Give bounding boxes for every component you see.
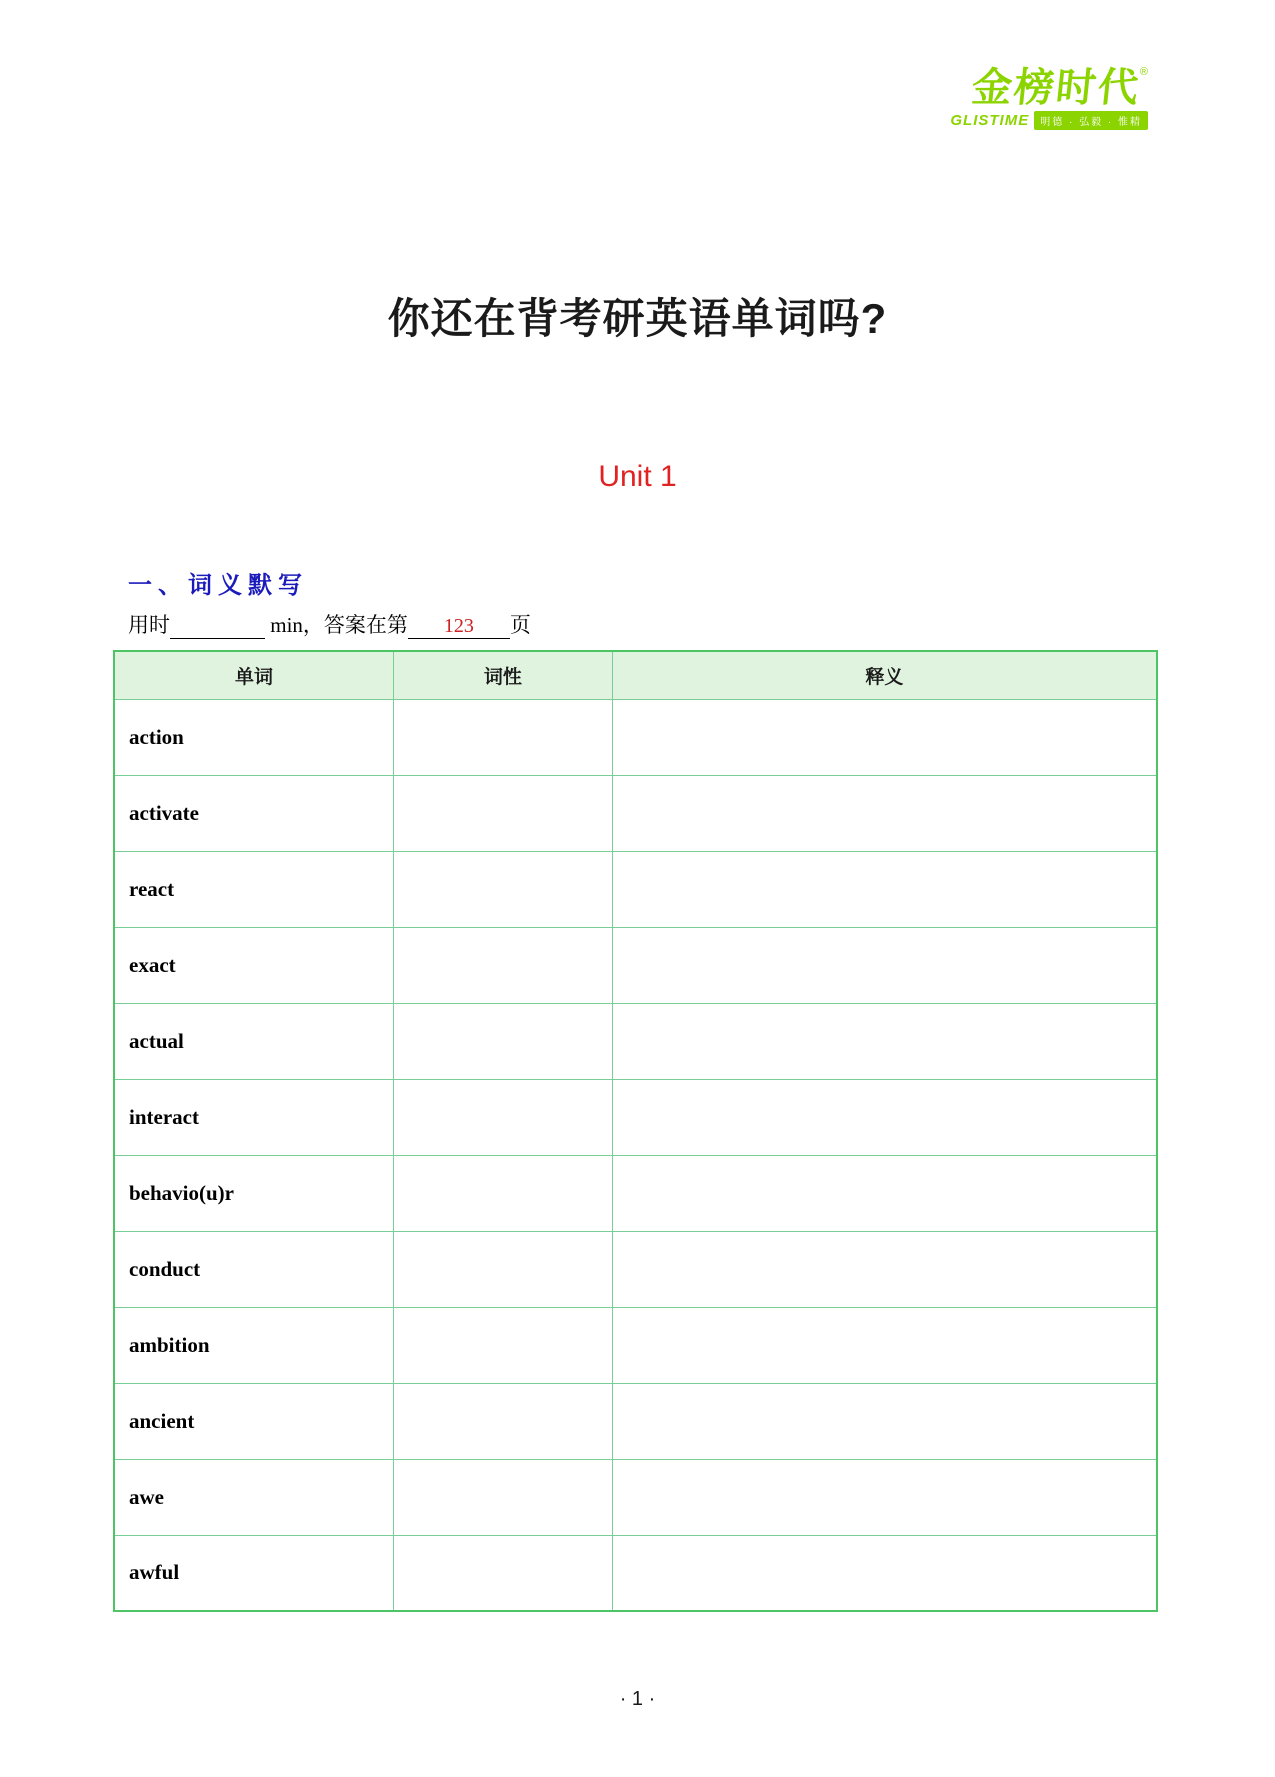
table-row bbox=[114, 1003, 1157, 1079]
section-heading: 一、词义默写 bbox=[128, 572, 308, 599]
brand-tagline: 明德 · 弘毅 · 惟精 bbox=[1034, 111, 1148, 130]
word-cell: ambition bbox=[114, 1307, 394, 1383]
answer-page-number: 123 bbox=[408, 615, 510, 639]
word-cell: interact bbox=[114, 1079, 394, 1155]
meaning-column-header: 释义 bbox=[612, 651, 1157, 699]
timer-line bbox=[128, 609, 531, 639]
table-row bbox=[114, 1459, 1157, 1535]
table-row bbox=[114, 699, 1157, 775]
pos-cell bbox=[394, 1231, 613, 1307]
pos-cell bbox=[394, 1459, 613, 1535]
table-row bbox=[114, 1155, 1157, 1231]
answer-page-suffix: 页 bbox=[509, 613, 531, 637]
pos-column-header: 词性 bbox=[394, 651, 613, 699]
meaning-cell bbox=[612, 775, 1157, 851]
meaning-cell bbox=[612, 1459, 1157, 1535]
time-blank-field bbox=[170, 615, 265, 639]
meaning-cell bbox=[612, 1535, 1157, 1611]
table-row bbox=[114, 927, 1157, 1003]
brand-latin-name: GLISTIME bbox=[950, 112, 1030, 129]
table-row bbox=[114, 1307, 1157, 1383]
pos-cell bbox=[394, 1003, 613, 1079]
meaning-cell bbox=[612, 1307, 1157, 1383]
pos-cell bbox=[394, 775, 613, 851]
table-row bbox=[114, 1231, 1157, 1307]
pos-cell bbox=[394, 1155, 613, 1231]
table-row bbox=[114, 851, 1157, 927]
meaning-cell bbox=[612, 1079, 1157, 1155]
table-row bbox=[114, 1079, 1157, 1155]
meaning-cell bbox=[612, 927, 1157, 1003]
word-cell: conduct bbox=[114, 1231, 394, 1307]
timer-label: 用时 bbox=[128, 613, 170, 637]
word-cell: exact bbox=[114, 927, 394, 1003]
word-cell: awe bbox=[114, 1459, 394, 1535]
word-cell: ancient bbox=[114, 1383, 394, 1459]
page-title: 你还在背考研英语单词吗? bbox=[387, 295, 888, 342]
table-row bbox=[114, 1535, 1157, 1611]
table-row bbox=[114, 1383, 1157, 1459]
word-cell: actual bbox=[114, 1003, 394, 1079]
timer-mid-label: min，答案在第 bbox=[270, 613, 408, 637]
word-cell: activate bbox=[114, 775, 394, 851]
meaning-cell bbox=[612, 1003, 1157, 1079]
registered-mark-icon: ® bbox=[1139, 66, 1148, 78]
pos-cell bbox=[394, 1383, 613, 1459]
brand-name: 金榜时代 bbox=[969, 65, 1143, 110]
word-column-header: 单词 bbox=[114, 651, 394, 699]
brand-logo bbox=[950, 66, 1148, 130]
meaning-cell bbox=[612, 1231, 1157, 1307]
pos-cell bbox=[394, 1535, 613, 1611]
word-cell: behavio(u)r bbox=[114, 1155, 394, 1231]
brand-logo-text bbox=[950, 66, 1148, 110]
word-cell: react bbox=[114, 851, 394, 927]
pos-cell bbox=[394, 699, 613, 775]
vocab-table bbox=[113, 650, 1158, 1612]
table-header-row bbox=[114, 651, 1157, 699]
page-number: · 1 · bbox=[619, 1688, 656, 1710]
pos-cell bbox=[394, 1079, 613, 1155]
pos-cell bbox=[394, 851, 613, 927]
meaning-cell bbox=[612, 1383, 1157, 1459]
table-row bbox=[114, 775, 1157, 851]
pos-cell bbox=[394, 927, 613, 1003]
unit-title: Unit 1 bbox=[598, 460, 677, 493]
pos-cell bbox=[394, 1307, 613, 1383]
word-cell: awful bbox=[114, 1535, 394, 1611]
brand-logo-subline bbox=[950, 111, 1148, 130]
meaning-cell bbox=[612, 699, 1157, 775]
word-cell: action bbox=[114, 699, 394, 775]
meaning-cell bbox=[612, 1155, 1157, 1231]
meaning-cell bbox=[612, 851, 1157, 927]
